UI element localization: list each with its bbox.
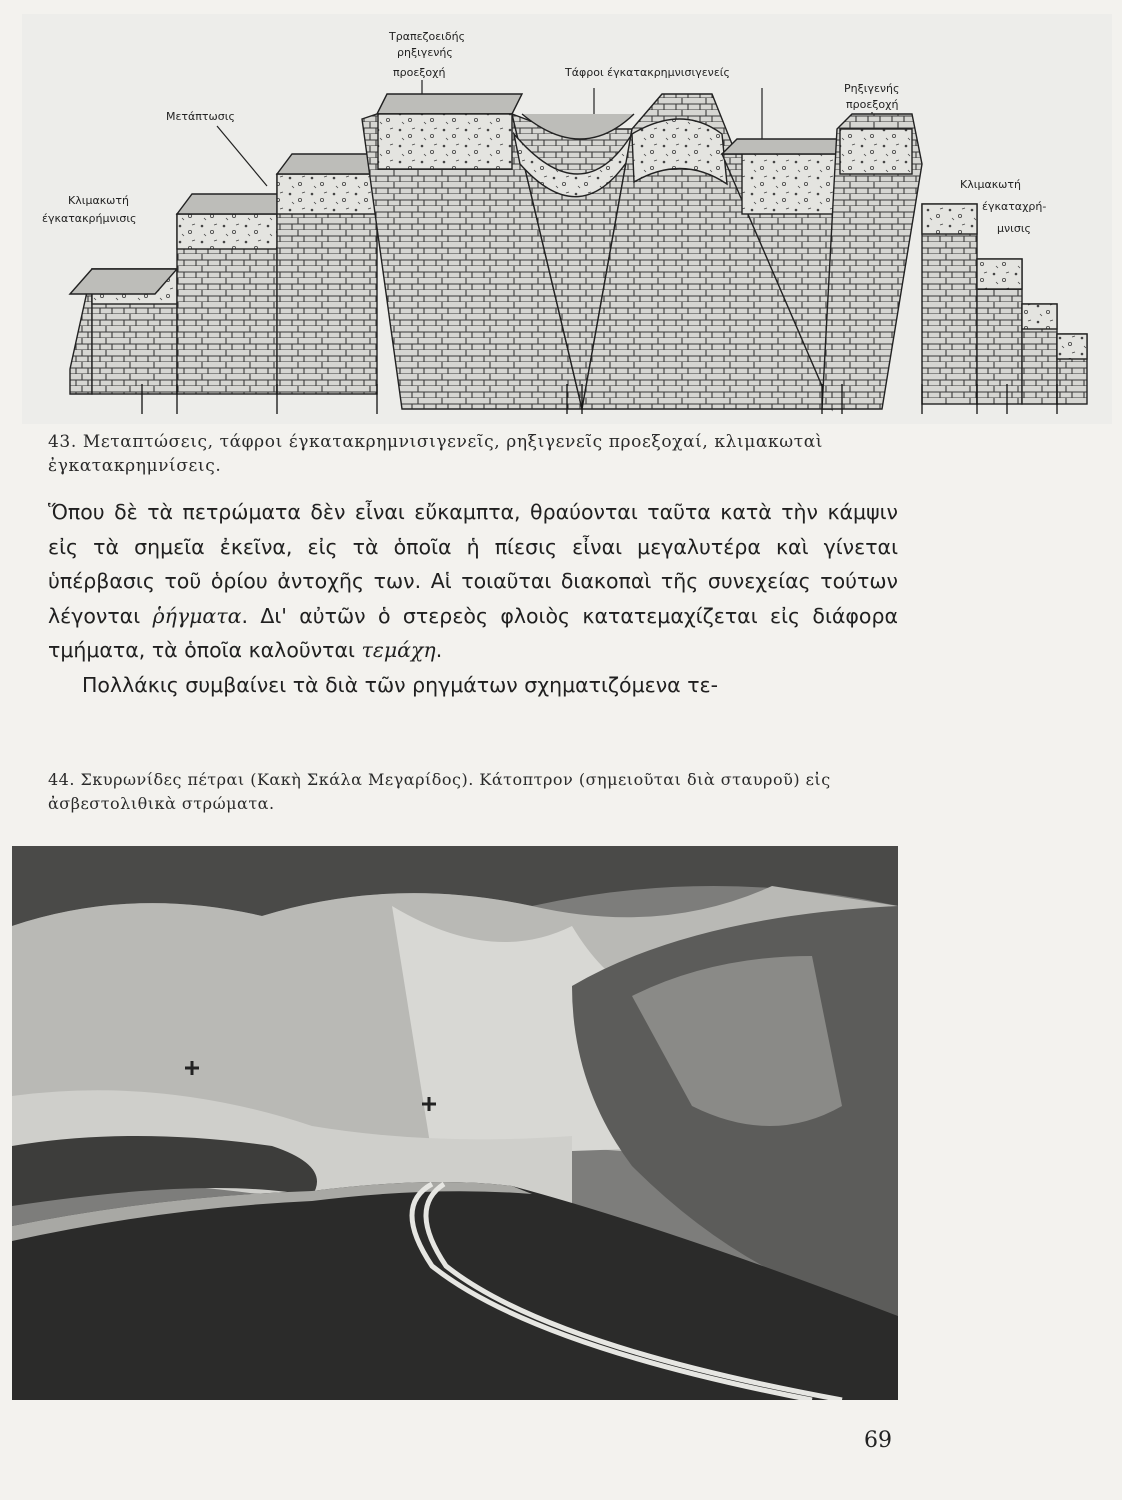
svg-text:έγκατακρήμνισις: έγκατακρήμνισις <box>42 212 137 225</box>
figure-43-caption: 43. Μεταπτώσεις, τάφροι έγκατακρημνισιγενεῖς, ρηξιγενεῖς προεξοχαί, κλιμακωταὶ ἐγκατακρημνίσεις. <box>48 432 824 476</box>
svg-text:Κλιμακωτή: Κλιμακωτή <box>68 194 129 207</box>
body-text <box>48 495 898 702</box>
svg-text:Μετάπτωσις: Μετάπτωσις <box>166 110 235 123</box>
paragraph-2: Πολλάκις συμβαίνει τὰ διὰ τῶν ρηγμάτων σχηματιζόμενα τε- <box>82 672 719 697</box>
svg-text:προεξοχή: προεξοχή <box>393 66 446 79</box>
svg-text:έγκαταχρή-: έγκαταχρή- <box>982 200 1047 213</box>
term-fractures: ῥήγματα <box>152 603 242 628</box>
label-step-left <box>42 194 137 225</box>
svg-text:μνισις: μνισις <box>997 222 1032 235</box>
figure-44-caption: 44. Σκυρωνίδες πέτραι (Κακὴ Σκάλα Μεγαρίδος). Κάτοπτρον (σημειοῦται διὰ σταυροῦ) εἰς ἀσβεστολιθικὰ στρώματα. <box>48 770 831 813</box>
svg-text:ρηξιγενής: ρηξιγενής <box>397 46 453 59</box>
svg-text:προεξοχή: προεξοχή <box>846 98 899 111</box>
label-fault <box>166 110 267 186</box>
svg-text:Ρηξιγενής: Ρηξιγενής <box>844 82 900 95</box>
svg-text:Τάφροι έγκατακρημνισιγενείς: Τάφροι έγκατακρημνισιγενείς <box>565 66 730 79</box>
fault-blocks <box>70 94 1087 409</box>
page-number: 69 <box>864 1428 892 1453</box>
figure-43-fault-diagram <box>22 14 1112 424</box>
paragraph-1: Ὅπου δὲ τὰ πετρώματα δὲν εἶναι εὔκαμπτα, θραύονται ταῦτα κατὰ τὴν κάμψιν εἰς τὰ σημεῖα ἐκεῖνα, εἰς τὰ ὁποῖα ἡ πίεσις εἶναι μεγαλυτέρα καὶ γίνεται ὑπέρβασις τοῦ ὁρίου ἀντοχῆς των. Αἱ τοιαῦται διακοπαὶ τῆς συνεχείας τούτων λέγονται ῥήγματα. Δι' αὐτῶν ὁ στερεὸς φλοιὸς κατατεμαχίζεται εἰς διάφορα τμήματα, τὰ ὁποῖα καλοῦνται τεμάχη. <box>48 500 898 662</box>
svg-text:Κλιμακωτή: Κλιμακωτή <box>960 178 1021 191</box>
term-blocks: τεμάχη <box>361 638 436 662</box>
figure-44-photo <box>12 846 898 1400</box>
svg-text:Τραπεζοειδής: Τραπεζοειδής <box>389 30 466 43</box>
label-trapezoid-horst <box>388 30 465 98</box>
